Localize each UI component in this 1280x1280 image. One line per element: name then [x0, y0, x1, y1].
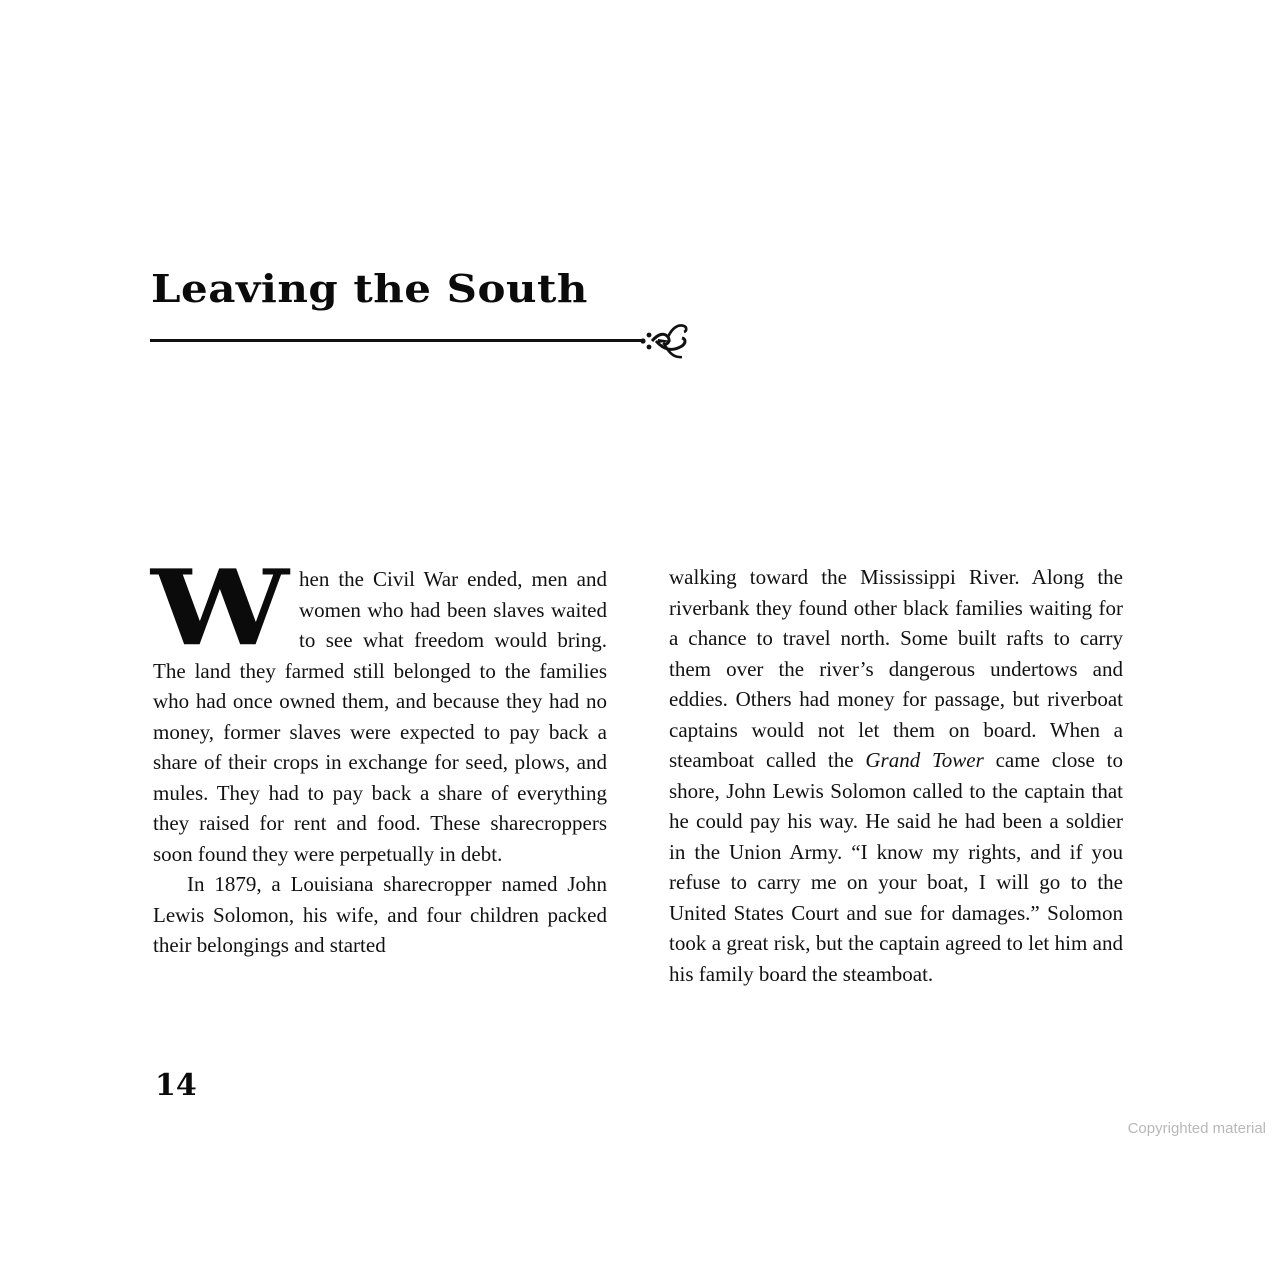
fleuron-ornament-icon: [638, 320, 690, 362]
page-number: 14: [155, 1068, 197, 1103]
body-column-left: [151, 546, 607, 961]
paragraph-1: [151, 546, 607, 869]
chapter-title: Leaving the South: [151, 266, 588, 312]
paragraph-1-text: hen the Civil War ended, men and women who had been slaves waited to see what freedom would bring. The land they farmed still belonged to the families who had once owned them, and because they had no money, former slaves were expected to pay back a share of their crops in exchange for seed, plows, and mules. They had to pay back a share of everything they raised for rent and food. These sharecroppers soon found they were perpetually in debt.: [153, 567, 607, 866]
paragraph-2-continued-text: walking toward the Mississippi River. Along the riverbank they found other black families waiting for a chance to travel north. Some built rafts to carry them over the river’s dangerous undertows and eddies. Others had money for passage, but riverboat captains would not let them on board. When a steamboat called the: [669, 565, 1123, 772]
paragraph-2-continued-end: came close to shore, John Lewis Solomon called to the captain that he could pay his way. He said he had been a soldier in the Union Army. “I know my rights, and if you refuse to carry me on your boat, I will go to the United States Court and sue for damages.” Solomon took a great risk, but the captain agreed to let him and his family board the steamboat.: [669, 748, 1123, 986]
copyright-notice: Copyrighted material: [1127, 1120, 1266, 1137]
steamboat-name: Grand Tower: [865, 748, 984, 772]
drop-cap: W: [151, 546, 289, 669]
title-rule: [150, 339, 642, 342]
paragraph-2-continued: [669, 562, 1123, 989]
paragraph-2: In 1879, a Louisiana sharecropper named John Lewis Solomon, his wife, and four children packed their belongings and started: [153, 872, 607, 957]
body-column-right: [669, 562, 1123, 989]
